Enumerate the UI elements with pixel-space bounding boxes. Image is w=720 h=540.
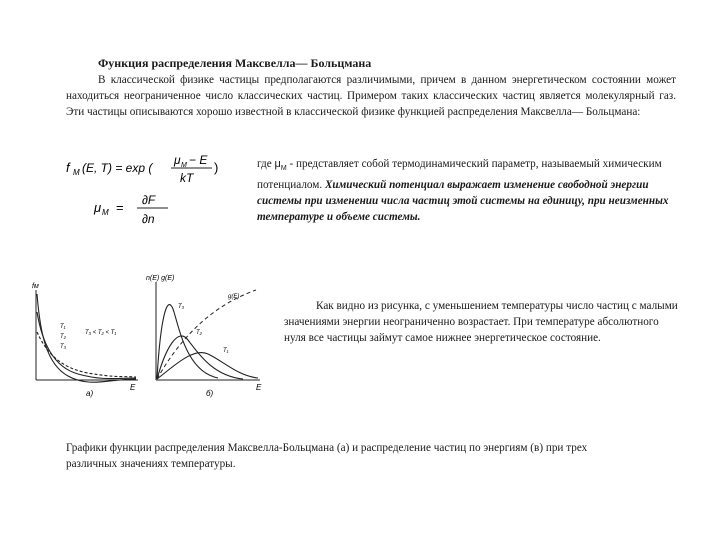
graph-b-curve-t3 xyxy=(157,305,218,378)
graph-b-label-g: g(E) xyxy=(228,294,240,300)
chemical-potential-formula xyxy=(93,193,168,226)
graph-b-label-t1: T₁ xyxy=(223,348,229,354)
partial-denominator: ∂n xyxy=(142,212,155,226)
graph-b-curve-t2 xyxy=(157,336,243,379)
close-paren: ) xyxy=(214,160,219,175)
intro-first-line: В классической физике частицы предполагаются различимыми, причем в данном xyxy=(98,74,507,86)
graph-b-ylabel: n(E) g(E) xyxy=(146,275,175,282)
equals-sign: = xyxy=(116,200,124,215)
graph-b xyxy=(146,275,262,398)
f-symbol: f xyxy=(66,160,70,175)
graph-a-label-t2: T₂ xyxy=(60,334,66,340)
partial-numerator: ∂F xyxy=(142,193,156,207)
intro-paragraph xyxy=(66,72,676,120)
graph-a-curve-t3 xyxy=(37,294,136,382)
denominator: kT xyxy=(180,171,194,185)
maxwell-boltzmann-formula xyxy=(66,153,218,185)
graph-a-ylabel: fм xyxy=(32,283,39,290)
numerator-rest: − E xyxy=(189,153,208,167)
graph-a-curve-t2 xyxy=(37,312,136,379)
graph-a-curve-t1 xyxy=(37,332,136,377)
graph-a-label-t1: T₁ xyxy=(60,324,66,330)
figure-caption: Графики функции распределения Максвелла-Больцмана (а) и распределение частиц по энергиям (в) при трех различных значениях температуры. xyxy=(66,442,588,470)
numerator-subscript: M xyxy=(181,162,187,169)
graph-a-panel: а) xyxy=(86,389,94,398)
mu-desc-subscript: M xyxy=(280,165,287,173)
mu-desc-symbol: μ xyxy=(274,158,281,170)
graph-b-label-t2: T₂ xyxy=(196,330,202,336)
slide-title: Функция распределения Максвелла— Больцмана xyxy=(98,56,372,70)
graph-b-curve-t1 xyxy=(157,353,258,379)
graph-a-label-t3: T₃ xyxy=(60,344,67,350)
formula-block xyxy=(64,150,244,240)
f-args: (E, T) = exp ( xyxy=(82,161,153,175)
graph-a xyxy=(32,283,138,398)
mu-subscript: M xyxy=(102,208,109,217)
mu-desc-plain: - представляет собой термодинамический параметр, называемый химическим потенциалом. xyxy=(257,158,662,192)
graph-b-xlabel: E xyxy=(256,383,262,392)
intro-rest: энергетическом состоянии может находиться неограниченное число классических частиц. Примером таких классических частиц является молекулярный газ. Эти частицы описываются хорошо известной в классической физике функцией распределения Максвелла— Больцмана: xyxy=(66,74,677,118)
mu-symbol: μ xyxy=(94,200,102,215)
chemical-potential-description xyxy=(257,156,677,225)
graph-explanation xyxy=(284,298,679,346)
distribution-graphs xyxy=(28,272,278,402)
graph-b-curve-g xyxy=(157,290,256,379)
graph-explanation-text: Как видно из рисунка, с уменьшением температуры число частиц с малыми значениями энергии неограниченно возрастает. При температуре абсолютного нуля все частицы займут самое нижнее энергетическое состояние. xyxy=(284,300,678,344)
f-subscript: M xyxy=(73,168,80,177)
graph-b-label-t3: T₃ xyxy=(178,304,185,310)
mu-desc-lead: где xyxy=(257,158,275,170)
mu-desc-emphasis: Химический потенциал выражает изменение свободной энергии системы при изменении числа частиц этой системы на единицу, при неизменных температуре и объеме системы. xyxy=(257,179,669,224)
graph-a-relation: T₃ < T₂ < T₁ xyxy=(85,330,117,336)
numerator-mu: μ xyxy=(174,153,181,167)
graph-b-panel: б) xyxy=(206,389,214,398)
graph-a-xlabel: E xyxy=(130,383,136,392)
